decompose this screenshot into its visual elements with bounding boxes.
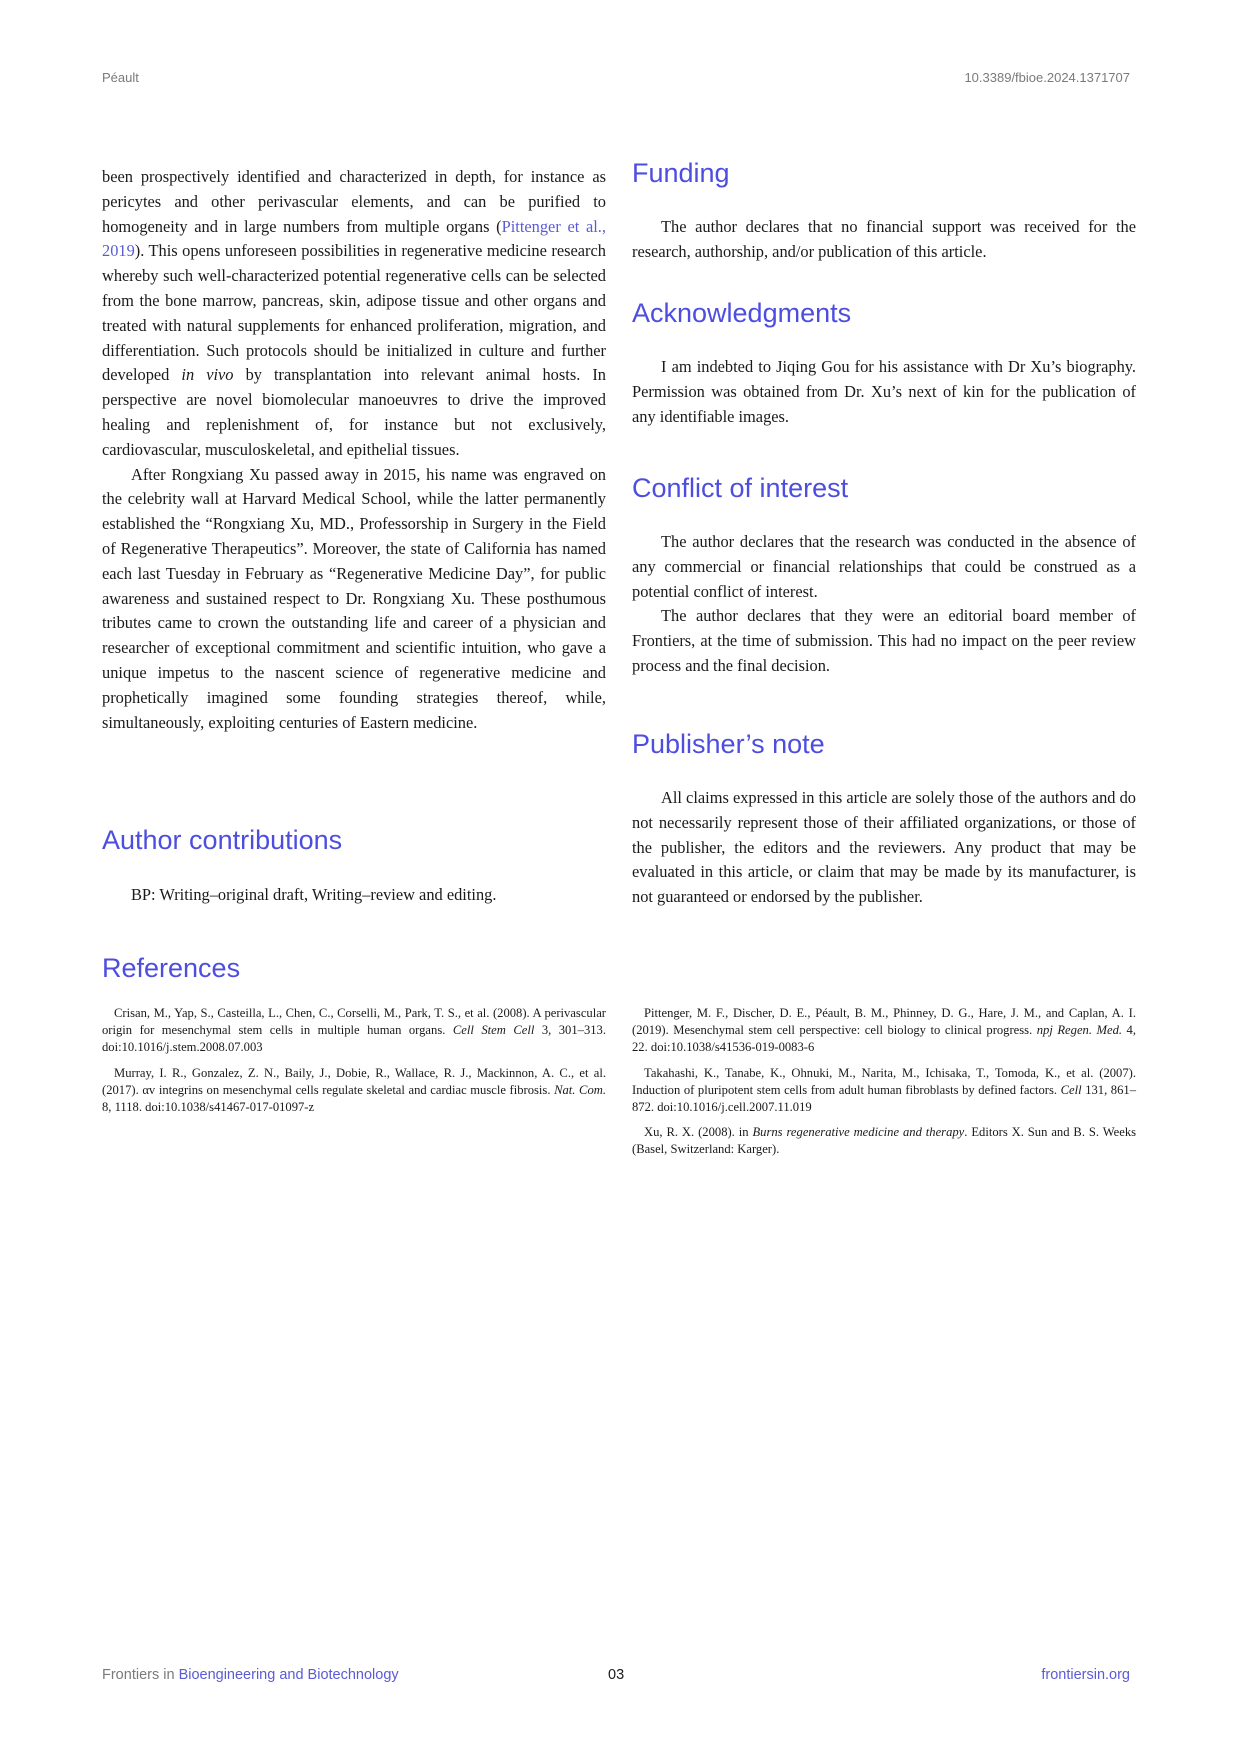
reference-item	[102, 1005, 606, 1057]
references-right-column	[632, 1005, 1136, 1167]
text-run: 8, 1118. doi:10.1038/s41467-017-01097-z	[102, 1100, 315, 1115]
text-run: 3, 301–313. doi:10.1016/j.stem.2008.07.003	[102, 1023, 606, 1055]
italic-run: in vivo	[181, 365, 234, 385]
funding-text: The author declares that no financial support was received for the research, authorship, and/or publication of this article.	[632, 217, 1136, 261]
text-run: Crisan, M., Yap, S., Casteilla, L., Chen, C., Corselli, M., Park, T. S., et al. (2008). A perivascular origin for mesenchymal stem cells in multiple human organs.	[102, 1006, 606, 1038]
citation-link[interactable]: Pittenger et al., 2019	[102, 216, 606, 261]
journal-name: npj Regen. Med.	[1036, 1023, 1123, 1038]
journal-name: Nat. Com.	[554, 1082, 606, 1097]
text-run: 4, 22. doi:10.1038/s41536-019-0083-6	[632, 1023, 1136, 1055]
conflict-of-interest-body	[632, 530, 1136, 679]
publishers-note-text: All claims expressed in this article are solely those of the authors and do not necessarily represent those of their affiliated organizations, or those of the publisher, the editors and the reviewers. Any product that may be evaluated in this article, or claim that may be made by its manufacturer, is not guaranteed or endorsed by the publisher.	[632, 788, 1136, 907]
references-left-column	[102, 1005, 606, 1124]
reference-item	[102, 1065, 606, 1117]
text-run: Takahashi, K., Tanabe, K., Ohnuki, M., Narita, M., Ichisaka, T., Tomoda, K., et al. (2007). Induction of pluripotent stem cells from adult human fibroblasts by defined factors.	[632, 1065, 1136, 1097]
section-heading-conflict-of-interest: Conflict of interest	[632, 473, 849, 503]
reference-item	[632, 1005, 1136, 1057]
reference-item	[632, 1124, 1136, 1158]
page-number: 03	[608, 1667, 625, 1683]
journal-name: Cell	[1060, 1082, 1082, 1097]
section-heading-acknowledgments: Acknowledgments	[632, 298, 852, 328]
section-heading-author-contributions: Author contributions	[102, 825, 343, 855]
running-header-author: Péault	[102, 70, 139, 85]
reference-item	[632, 1065, 1136, 1117]
footer-site-link[interactable]: frontiersin.org	[1041, 1667, 1130, 1683]
text-run: by transplantation into relevant animal hosts. In perspective are novel biomolecular manoeuvres to drive the improved healing and replenishment of, for instance but not exclusively, cardiovascular, musculoskeletal, and epithelial tissues.	[102, 365, 606, 459]
body-paragraph: After Rongxiang Xu passed away in 2015, his name was engraved on the celebrity wall at Harvard Medical School, while the latter permanently established the “Rongxiang Xu, MD., Professorship in Surgery in the Field of Regenerative Therapeutics”. Moreover, the state of California has named each last Tuesday in February as “Regenerative Medicine Day”, for public awareness and sustained respect to Dr. Rongxiang Xu. These posthumous tributes came to crown the outstanding life and career of a physician and researcher of exceptional commitment and scientific intuition, who gave a unique impetus to the nascent science of regenerative medicine and prophetically imagined some founding strategies thereof, while, simultaneously, exploiting centuries of Eastern medicine.	[102, 464, 606, 732]
running-header-doi[interactable]: 10.3389/fbioe.2024.1371707	[964, 70, 1130, 85]
book-title: Burns regenerative medicine and therapy	[752, 1125, 965, 1140]
text-run: . Editors X. Sun and B. S. Weeks (Basel, Switzerland: Karger).	[632, 1125, 1137, 1157]
journal-name: Cell Stem Cell	[452, 1023, 535, 1038]
section-heading-references: References	[102, 953, 241, 983]
text-run: been prospectively identified and characterized in depth, for instance as pericytes and other perivascular elements, and can be purified to homogeneity and in large numbers from multiple organs (	[102, 167, 606, 236]
section-heading-funding: Funding	[632, 158, 730, 188]
body-paragraph	[102, 165, 606, 463]
author-contributions-text: BP: Writing–original draft, Writing–review and editing.	[131, 885, 497, 904]
footer-journal	[102, 1667, 399, 1683]
text-run: 131, 861–872. doi:10.1016/j.cell.2007.11.019	[632, 1082, 1136, 1115]
text-run: Murray, I. R., Gonzalez, Z. N., Baily, J., Dobie, R., Wallace, R. J., Mackinnon, A. C., et al. (2017). αv integrins on mesenchymal cells regulate skeletal and cardiac muscle fibrosis.	[102, 1065, 606, 1097]
footer-journal-prefix: Frontiers in	[102, 1667, 175, 1683]
text-run: Xu, R. X. (2008). in	[644, 1125, 753, 1140]
left-column	[102, 165, 606, 735]
text-run: ). This opens unforeseen possibilities in regenerative medicine research whereby such well-characterized potential regenerative cells can be selected from the bone marrow, pancreas, skin, adipose tissue and other organs and treated with natural supplements for enhanced proliferation, migration, and differentiation. Such protocols should be initialized in culture and further developed	[102, 241, 606, 385]
body-paragraph: The author declares that they were an editorial board member of Frontiers, at the time of submission. This had no impact on the peer review process and the final decision.	[632, 606, 1136, 675]
section-heading-publishers-note: Publisher’s note	[632, 729, 825, 759]
acknowledgments-text: I am indebted to Jiqing Gou for his assistance with Dr Xu’s biography. Permission was obtained from Dr. Xu’s next of kin for the publication of any identifiable images.	[632, 357, 1136, 426]
footer-journal-link[interactable]: Bioengineering and Biotechnology	[178, 1667, 399, 1683]
text-run: Pittenger, M. F., Discher, D. E., Péault, B. M., Phinney, D. G., Hare, J. M., and Caplan, A. I. (2019). Mesenchymal stem cell perspective: cell biology to clinical progress.	[632, 1006, 1136, 1038]
body-paragraph: The author declares that the research was conducted in the absence of any commercial or financial relationships that could be construed as a potential conflict of interest.	[632, 532, 1136, 601]
